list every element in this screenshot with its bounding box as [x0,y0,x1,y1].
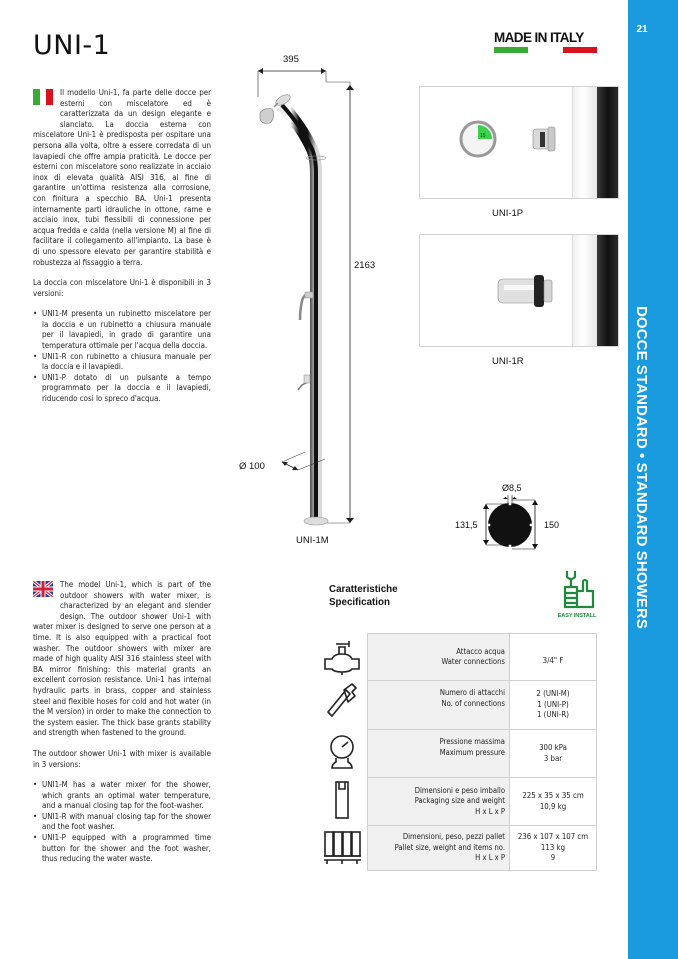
timer-button-illustration [420,87,619,199]
flag-stripe-white [40,89,47,105]
spec-value-line: 10,9 kg [539,801,567,811]
uk-flag-icon [33,581,53,597]
base-plan-drawing [450,485,570,560]
specification-heading [329,583,398,609]
spec-value-line: 1 (UNI-R) [536,710,570,720]
width-dimension-line [258,68,350,97]
pallet-icon [322,826,362,866]
detail-caption-uni-1r: UNI-1R [492,356,524,367]
made-in-italy-badge [494,30,604,54]
spec-value [510,681,597,729]
description-paragraph: Il modello Uni-1, fa parte delle docce per esterni con miscelatore ed è caratterizzata da un design elegante e slanciato. La doccia esterna con miscelatore Uni-1 è predisposta per ospitare una persona alla volta, oltre a essere corredata di un lavapiedi che offre ampia praticità. Le docce per esterni con miscelatore sono realizzate in acciaio inox di elevata qualità AISI 316, al fine di garantire un'ottima resistenza alla corrosione, con finitura a specchio BA. Uni-1 presenta internamente parti idrauliche in ottone, rame e acciaio inox, tubi flessibili di connessione per acqua fredda e calda (nella versione M) al fine di facilitare il collegamento all'impianto. La base è di uno spessore elevato per garantire stabilità e robustezza al fissaggio a terra. [33,88,211,267]
spec-row-maximum-pressure [367,730,597,778]
spec-value-line: 300 kPa [539,743,567,752]
spec-value-line: 225 x 35 x 35 cm [522,791,584,800]
spec-value-line: 1 (UNI-P) [537,699,569,709]
spec-row-pallet-size [367,826,597,871]
spec-value-line: 3/4" F [542,655,564,665]
spec-label-en: Pallet size, weight and items no. [394,842,505,852]
made-in-italy-label: MADE IN ITALY [494,30,584,45]
page-title: UNI-1 [33,30,111,61]
description-paragraph: La doccia con miscelatore Uni-1 è disponibili in 3 versioni: [33,278,211,298]
spec-label [367,826,510,870]
easy-install-label: EASY INSTALL [557,613,597,619]
spec-label [367,778,510,825]
uk-flag-graphic [33,581,53,597]
diameter-dimension-label: Ø 100 [239,461,265,472]
pipe-wrench-icon [322,680,362,720]
water-tap-icon [322,637,362,677]
left-dimension-label: 131,5 [455,520,478,530]
version-item: • UNI1-M has a water mixer for the shower, which grants an optimal water temperature, and a manual closing tap for the foot-washer. [33,780,211,812]
easy-install-icon [557,567,597,609]
spec-label-it: Attacco acqua [456,646,505,656]
easy-install-badge [552,567,602,619]
pressure-gauge-icon [322,732,362,772]
shower-drawing [230,45,410,555]
hole-diameter-label: Ø8,5 [502,483,522,493]
spec-label [367,681,510,729]
manual-tap-illustration [420,235,619,347]
spec-label [367,730,510,777]
spec-label-en: Water connections [441,657,505,666]
flag-stripe-red [46,89,53,105]
spec-label-it: Pressione massima [439,737,505,746]
side-band [628,0,678,959]
spec-value-line: 236 x 107 x 107 cm [517,832,589,842]
spec-value [510,730,597,777]
spec-value [510,634,597,680]
spec-label-extra: H x L x P [475,806,505,816]
spec-row-number-of-connections [367,681,597,730]
description-english [33,580,211,865]
spec-label-en: No. of connections [441,698,505,708]
spec-value-line: 9 [550,853,556,863]
version-item: • UNI1-P equipped with a programmed time button for the shower and the foot washer, thus reducing the water waste. [33,833,211,865]
spec-label-it: Dimensioni e peso imballo [414,785,505,795]
spec-value-line: 2 (UNI-M) [536,689,570,699]
spec-label [367,634,510,680]
height-dimension-line [320,85,354,523]
spec-value-line: 113 kg [540,842,566,852]
page-number: 21 [636,24,648,35]
detail-caption-uni-1p: UNI-1P [492,208,524,219]
spec-label-it: Numero di attacchi [439,688,505,697]
spec-row-water-connections [367,633,597,681]
height-dimension-label: 2163 [354,260,376,271]
version-item: • UNI1-R con rubinetto a chiusura manuale per la doccia e il lavapiedi. [33,352,211,373]
detail-uni-1p-image [419,86,619,199]
italy-red-bar [563,47,597,53]
version-item: • UNI1-R with manual closing tap for the shower and the foot washer. [33,812,211,833]
version-item: • UNI1-M presenta un rubinetto miscelatore per la doccia e un rubinetto a chiusura manuale per il lavapiedi, in grado di garantire una temperatura ottimale per l'acqua della doccia. [33,309,211,351]
spec-value [510,778,597,825]
flag-stripe-green [33,89,40,105]
versions-list [33,309,211,404]
shower-illustration [230,45,410,555]
section-title-vertical: DOCCE STANDARD • STANDARD SHOWERS [633,306,650,629]
drawing-caption: UNI-1M [296,535,329,546]
italy-green-bar [494,47,528,53]
italy-color-bars [494,47,604,54]
specification-heading-it: Caratteristiche [329,584,398,595]
svg-text:15: 15 [480,133,486,139]
specification-table [367,633,597,871]
width-dimension-label: 395 [283,54,299,65]
description-paragraph: The outdoor shower Uni-1 with mixer is available in 3 versions: [33,748,211,769]
specification-heading-en: Specification [329,597,390,608]
description-italian [33,88,211,405]
version-item: • UNI1-P dotato di un pulsante a tempo programmato per la doccia e il lavapiedi, riducendo cosi lo spreco d'acqua. [33,373,211,405]
spec-row-packaging-size [367,778,597,826]
right-dimension-label: 150 [544,520,560,530]
spec-label-en: Maximum pressure [439,747,505,757]
spec-label-en: Packaging size and weight [414,796,505,806]
detail-uni-1r-image [419,234,619,347]
spec-value-line: 3 bar [543,753,563,763]
spec-label-extra: H x L x P [475,853,505,863]
package-box-icon [322,780,362,820]
versions-list [33,780,211,865]
spec-label-it: Dimensioni, peso, pezzi pallet [402,832,505,842]
italy-flag-icon [33,89,53,105]
description-paragraph: The model Uni-1, which is part of the outdoor showers with water mixer, is characterized by an elegant and slender design. The outdoor shower Uni-1 with water mixer is designed to serve one person at a time. It is also equipped with a practical foot washer. The outdoor showers with mixer are made of high quality AISI 316 stainless steel with BA mirror finishing: this material grants an excellent corrosion resistance. Uni-1 has internal hydraulic parts in brass, copper and stainless steel and flexible hoses for cold and hot water (in the M version) in order to make the connection to the system easier. The thick base grants stability and strength when fastened to the ground. [33,580,211,738]
spec-value [510,826,597,870]
